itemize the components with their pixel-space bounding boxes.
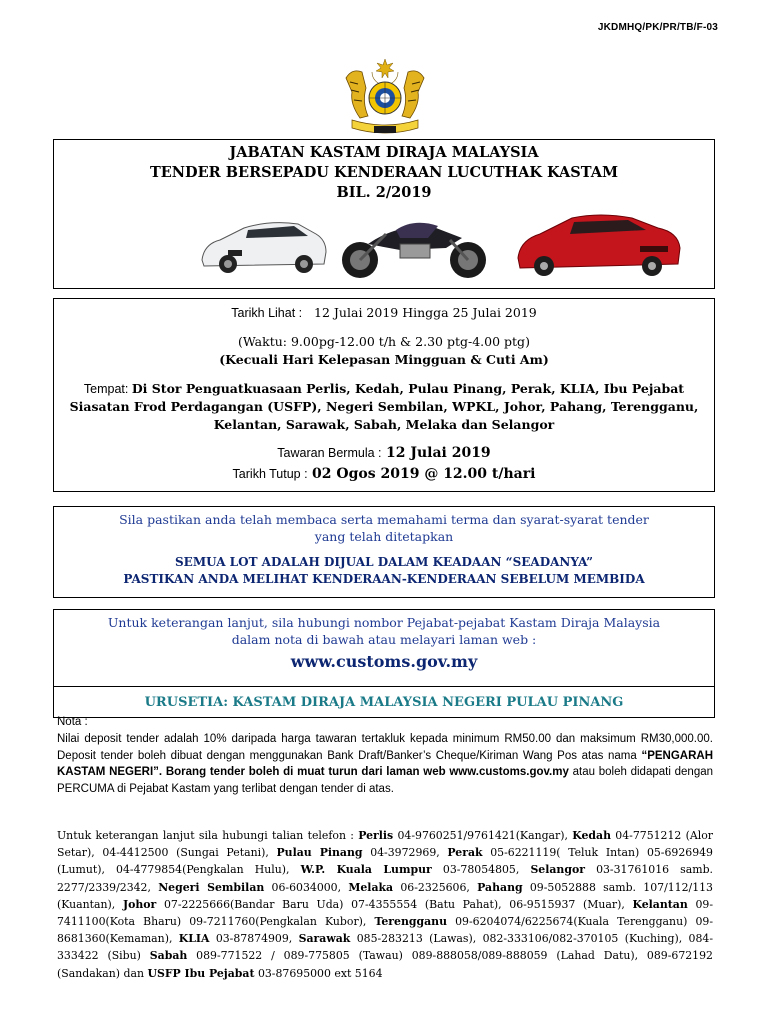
place-line-1: Di Stor Penguatkuasaan Perlis, Kedah, Pulau Pinang, Perak, KLIA, Ibu Pejabat — [131, 381, 685, 396]
phone-state-15: USFP Ibu Pejabat — [147, 966, 255, 980]
hours-prefix: (Waktu: — [238, 334, 291, 349]
place-label: Tempat: — [83, 382, 132, 396]
phone-number-0: 04-9760251/9761421(Kangar), — [393, 829, 573, 842]
phone-state-12: KLIA — [178, 932, 210, 946]
phone-state-13: Sarawak — [298, 932, 351, 946]
phone-state-6: Negeri Sembilan — [158, 880, 265, 894]
viewing-date-value: 12 Julai 2019 Hingga 25 Julai 2019 — [314, 305, 537, 320]
phone-state-5: Selangor — [530, 863, 585, 877]
red-car-icon — [518, 215, 680, 276]
phone-state-8: Pahang — [477, 880, 523, 894]
phone-number-3: 05-6221119( Teluk Intan) 05-6926949 (Lumut), 04-4779854(Pengkalan Hulu), — [57, 846, 713, 877]
holiday-exception: (Kecuali Hari Kelepasan Mingguan & Cuti Am) — [219, 352, 549, 367]
secretariat: URUSETIA: KASTAM DIRAJA MALAYSIA NEGERI PULAU PINANG — [144, 695, 624, 710]
phone-state-3: Perak — [447, 846, 483, 860]
contact-line-2: dalam nota di bawah atau melayari laman web : — [231, 632, 537, 647]
close-date-value: 02 Ogos 2019 @ 12.00 t/hari — [312, 466, 536, 482]
phone-number-12: 03-87874909, — [209, 932, 299, 946]
hours-suffix: ) — [525, 334, 530, 349]
phone-number-13: 085-283213 (Lawas), 082-333106/082-370105 (Kuching), 084-333422 (Sibu) — [57, 932, 714, 963]
deposit-note-tail: atau boleh didapati dengan PERCUMA di Pejabat Kastam yang terlibat dengan tender di atas. — [57, 766, 714, 795]
phone-number-4: 03-78054805, — [431, 863, 531, 877]
close-date-row — [54, 466, 714, 483]
terms-box — [53, 506, 715, 598]
open-date-value: 12 Julai 2019 — [385, 445, 491, 461]
viewing-date-row — [54, 304, 714, 322]
close-date-label: Tarikh Tutup : — [232, 467, 308, 481]
schedule-box — [53, 298, 715, 492]
phone-number-7: 06-2325606, — [393, 880, 478, 894]
inspect-notice: PASTIKAN ANDA MELIHAT KENDERAAN-KENDERAAN SEBELUM MEMBIDA — [123, 572, 645, 586]
phone-state-0: Perlis — [358, 829, 394, 842]
phone-state-7: Melaka — [348, 880, 394, 894]
deposit-note-text: Nilai deposit tender adalah 10% daripada harga tawaran tertakluk kepada minimum RM50.00 dan maksimum RM30,000.00. Deposit tender boleh dibuat dengan menggunakan Bank Draft/Banker’s Cheque/Kiriman Wang Pos atas nama — [57, 733, 713, 762]
phone-number-8: 09-5052888 samb. 107/112/113 (Kuantan), — [57, 880, 713, 911]
divider — [53, 686, 715, 687]
phone-number-9: 07-2225666(Bandar Baru Uda) 07-4355554 (Batu Pahat), 06-9515937 (Muar), — [156, 897, 633, 911]
tender-title: TENDER BERSEPADU KENDERAAN LUCUTHAK KASTAM — [149, 164, 619, 181]
motorcycle-icon — [342, 223, 486, 278]
nota-title: Nota : — [57, 716, 88, 728]
hours-value: 9.00pg-12.00 t/h & 2.30 ptg-4.00 ptg — [290, 334, 526, 349]
place-row — [54, 380, 714, 398]
open-date-row — [54, 445, 714, 462]
phone-state-9: Johor — [122, 897, 157, 911]
contact-line-1: Untuk keterangan lanjut, sila hubungi nombor Pejabat-pejabat Kastam Diraja Malaysia — [107, 615, 661, 630]
website-link[interactable]: www.customs.gov.my — [290, 652, 478, 671]
phone-state-4: W.P. Kuala Lumpur — [300, 863, 432, 877]
department-title: JABATAN KASTAM DIRAJA MALAYSIA — [229, 144, 539, 161]
phone-number-1: 04-7751212 (Alor Setar), 04-4412500 (Sungai Petani), — [57, 829, 713, 860]
phone-state-1: Kedah — [572, 829, 612, 842]
crest-icon — [342, 58, 428, 136]
white-car-icon — [202, 223, 326, 273]
place-line-2: Siasatan Frod Perdagangan (USFP), Negeri Sembilan, WPKL, Johor, Pahang, Terengganu, — [69, 399, 699, 414]
phone-number-2: 04-3972969, — [362, 846, 448, 860]
deposit-note — [57, 731, 713, 797]
deposit-note-bold: “PENGARAH KASTAM NEGERI”. Borang tender boleh di muat turun dari laman web www.customs.gov.my — [57, 749, 713, 778]
tender-number: BIL. 2/2019 — [336, 184, 432, 201]
phone-number-5: 03-31761016 samb. 2277/2339/2342, — [57, 863, 713, 894]
phone-number-14: 089-771522 / 089-775805 (Tawau) 089-888058/089-888059 (Lahad Datu), 089-672192 (Sandakan) dan — [57, 949, 713, 980]
phone-state-11: Terengganu — [374, 915, 447, 929]
phone-number-15: 03-87695000 ext 5164 — [254, 966, 383, 980]
as-is-notice: SEMUA LOT ADALAH DIJUAL DALAM KEADAAN “SEADANYA” — [175, 555, 593, 569]
phone-number-6: 06-6034000, — [264, 880, 349, 894]
place-line-3: Kelantan, Sarawak, Sabah, Melaka dan Selangor — [213, 417, 555, 432]
terms-line-1: Sila pastikan anda telah membaca serta memahami terma dan syarat-syarat tender — [119, 512, 649, 527]
phone-state-2: Pulau Pinang — [276, 846, 363, 860]
phone-number-10: 09-7411100(Kota Bharu) 09-7211760(Pengkalan Kubor), — [57, 897, 714, 929]
phone-contacts — [57, 827, 713, 982]
title-box — [53, 139, 715, 289]
hours-row — [54, 333, 714, 350]
vehicles-banner — [200, 204, 700, 284]
form-code: JKDMHQ/PK/PR/TB/F-03 — [597, 22, 718, 33]
phone-number-11: 09-6204074/6225674(Kuala Terengganu) 09-8681360(Kemaman), — [57, 915, 713, 946]
open-date-label: Tawaran Bermula : — [277, 446, 382, 460]
phone-state-10: Kelantan — [632, 897, 688, 911]
phone-intro: Untuk keterangan lanjut sila hubungi talian telefon : — [57, 829, 359, 842]
phone-state-14: Sabah — [149, 949, 188, 963]
viewing-date-label: Tarikh Lihat : — [231, 306, 303, 320]
terms-line-2: yang telah ditetapkan — [314, 529, 454, 544]
contact-box — [53, 609, 715, 718]
